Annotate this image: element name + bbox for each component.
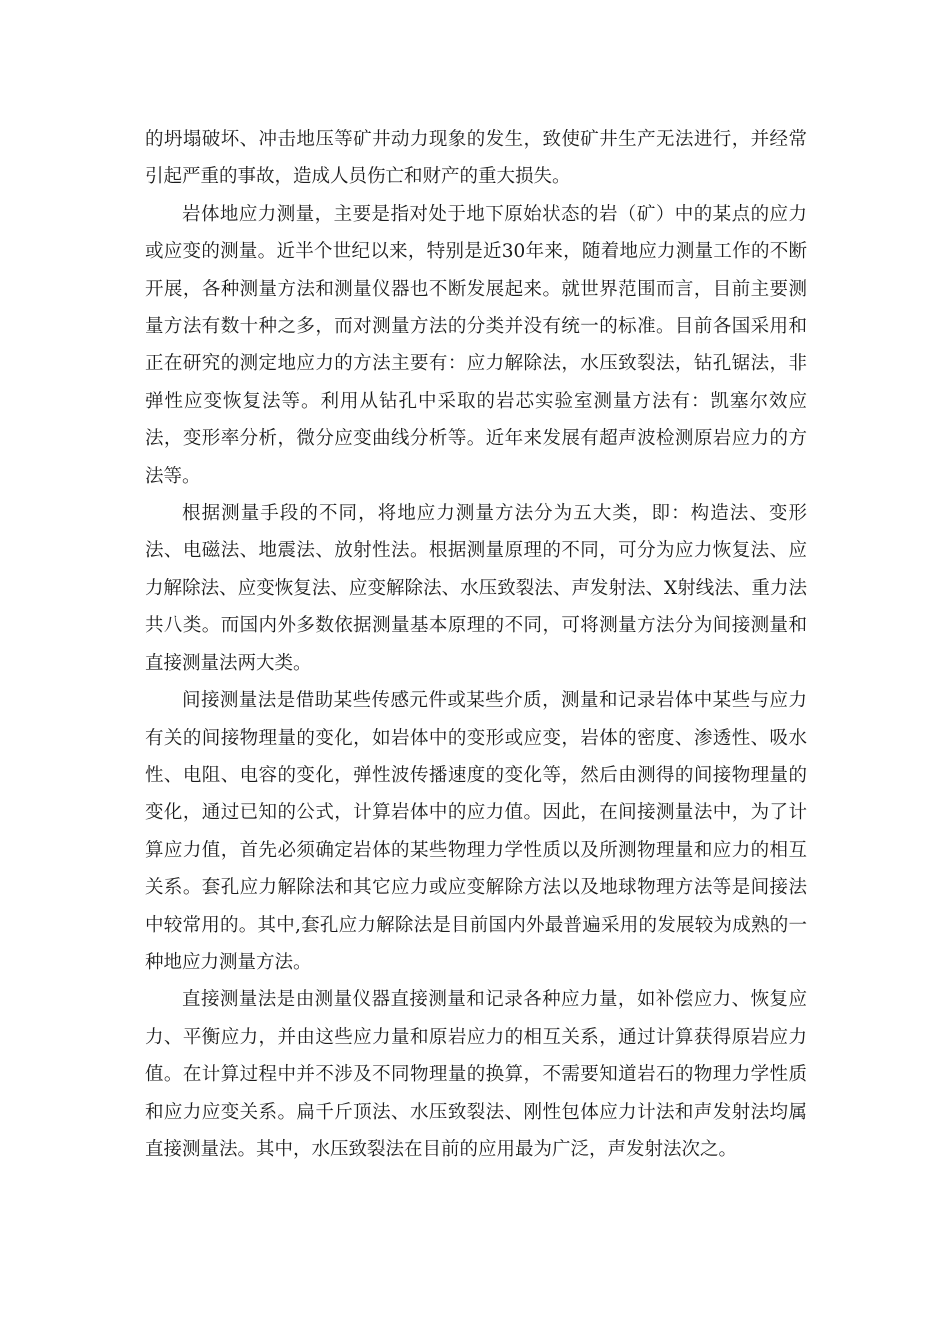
paragraph-direct-method: 直接测量法是由测量仪器直接测量和记录各种应力量，如补偿应力、恢复应力、平衡应力，并由这些应力量和原岩应力的相互关系，通过计算获得原岩应力值。在计算过程中并不涉及不同物理量的换算，不需要知道岩石的物理力学性质和应力应变关系。扁千斤顶法、水压致裂法、刚性包体应力计法和声发射法均属直接测量法。其中，水压致裂法在目前的应用最为广泛，声发射法次之。: [145, 989, 807, 1160]
paragraph-indirect-method: 间接测量法是借助某些传感元件或某些介质，测量和记录岩体中某些与应力有关的间接物理量的变化，如岩体中的变形或应变，岩体的密度、渗透性、吸水性、电阻、电容的变化，弹性波传播速度的变化等，然后由测得的间接物理量的变化，通过已知的公式，计算岩体中的应力值。因此，在间接测量法中，为了计算应力值，首先必须确定岩体的某些物理力学性质以及所测物理量和应力的相互关系。套孔应力解除法和其它应力或应变解除方法以及地球物理方法等是间接法中较常用的。其中,套孔应力解除法是目前国内外最普遍采用的发展较为成熟的一种地应力测量方法。: [145, 690, 807, 973]
paragraph-stress-measurement-overview: 岩体地应力测量，主要是指对处于地下原始状态的岩（矿）中的某点的应力或应变的测量。近半个世纪以来，特别是近30年来，随着地应力测量工作的不断开展，各种测量方法和测量仪器也不断发展起来。就世界范围而言，目前主要测量方法有数十种之多，而对测量方法的分类并没有统一的标准。目前各国采用和正在研究的测定地应力的方法主要有：应力解除法，水压致裂法，钻孔锯法，非弹性应变恢复法等。利用从钻孔中采取的岩芯实验室测量方法有：凯塞尔效应法，变形率分析，微分应变曲线分析等。近年来发展有超声波检测原岩应力的方法等。: [145, 203, 807, 487]
paragraph-method-classification: 根据测量手段的不同，将地应力测量方法分为五大类，即：构造法、变形法、电磁法、地震法、放射性法。根据测量原理的不同，可分为应力恢复法、应力解除法、应变恢复法、应变解除法、水压致裂法、声发射法、X射线法、重力法共八类。而国内外多数依据测量基本原理的不同，可将测量方法分为间接测量和直接测量法两大类。: [145, 503, 807, 674]
paragraph-continuation: 的坍塌破坏、冲击地压等矿井动力现象的发生，致使矿井生产无法进行，并经常引起严重的事故，造成人员伤亡和财产的重大损失。: [145, 129, 807, 188]
document-body: [145, 121, 807, 1168]
